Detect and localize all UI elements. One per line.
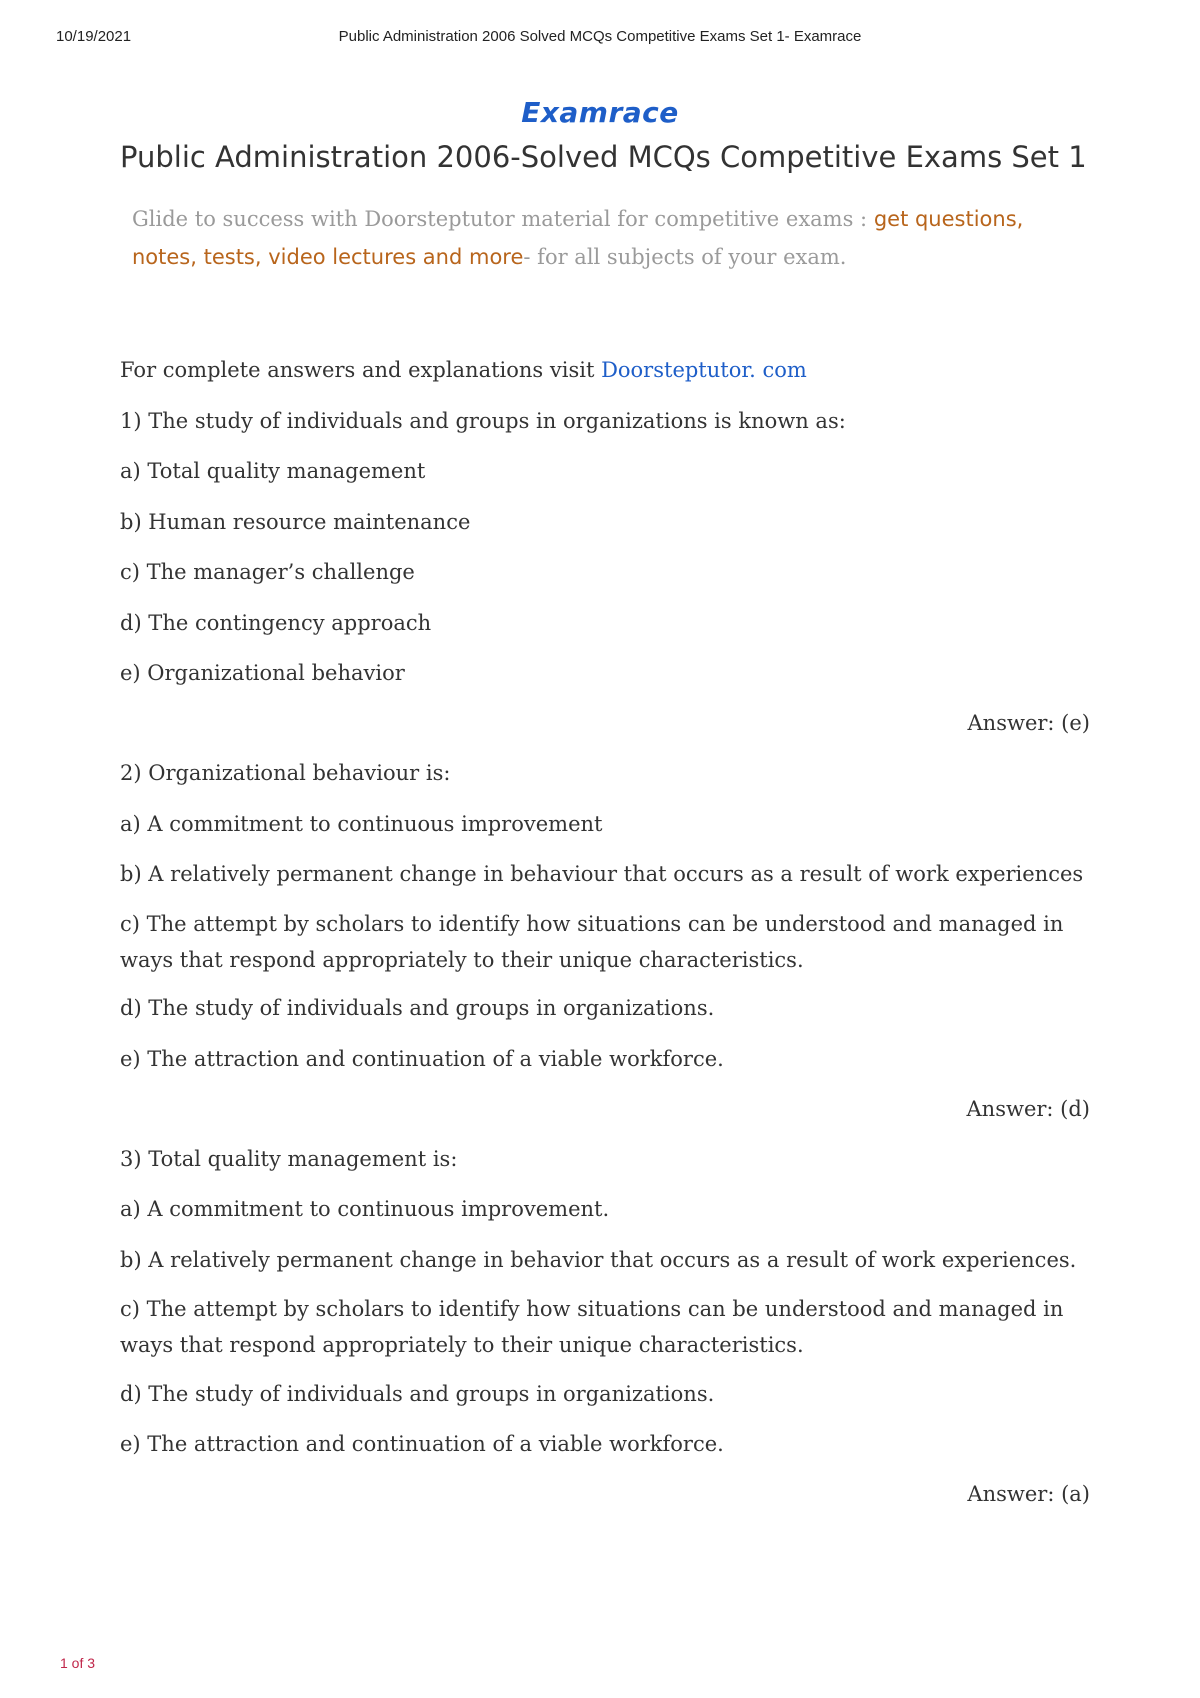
option-item: c) The manager’s challenge <box>120 560 415 584</box>
option-item: a) A commitment to continuous improvement <box>120 812 603 836</box>
promo-link[interactable]: get questions, notes, tests, video lectures and more <box>132 207 1024 269</box>
question-text: 2) Organizational behaviour is: <box>120 761 451 785</box>
answer-label: Answer: (e) <box>967 711 1090 735</box>
intro-line <box>120 351 1100 389</box>
site-logo[interactable]: Examrace <box>521 96 679 129</box>
question-text: 3) Total quality management is: <box>120 1147 458 1171</box>
answer-label: Answer: (d) <box>966 1097 1090 1121</box>
option-item: a) A commitment to continuous improvement. <box>120 1197 610 1221</box>
option-item: b) A relatively permanent change in behavior that occurs as a result of work experiences. <box>120 1248 1077 1272</box>
option-item: b) Human resource maintenance <box>120 510 471 534</box>
promo-banner <box>132 200 1052 276</box>
print-page-title: Public Administration 2006 Solved MCQs Competitive Exams Set 1- Examrace <box>338 28 862 45</box>
option-item: d) The study of individuals and groups in organizations. <box>120 996 715 1020</box>
option-item: e) The attraction and continuation of a viable workforce. <box>120 1047 724 1071</box>
promo-lead: Glide to success with Doorsteptutor material for competitive exams : <box>132 207 874 231</box>
option-item: e) Organizational behavior <box>120 661 405 685</box>
option-item: d) The contingency approach <box>120 611 432 635</box>
page-number: 1 of 3 <box>60 1655 96 1671</box>
print-header <box>56 28 1144 48</box>
option-item: a) Total quality management <box>120 459 426 483</box>
option-item: e) The attraction and continuation of a viable workforce. <box>120 1432 724 1456</box>
intro-text: For complete answers and explanations visit <box>120 358 602 382</box>
option-item: d) The study of individuals and groups in organizations. <box>120 1382 715 1406</box>
print-date: 10/19/2021 <box>56 28 132 45</box>
option-item: c) The attempt by scholars to identify how situations can be understood and managed in ways that respond appropriately to their unique characteristics. <box>120 1297 1064 1357</box>
doorsteptutor-link[interactable]: Doorsteptutor. com <box>601 358 807 382</box>
question-text: 1) The study of individuals and groups in organizations is known as: <box>120 409 846 433</box>
option-item: b) A relatively permanent change in behaviour that occurs as a result of work experiences <box>120 862 1084 886</box>
promo-tail: - for all subjects of your exam. <box>523 245 847 269</box>
answer-label: Answer: (a) <box>967 1482 1090 1506</box>
option-item: c) The attempt by scholars to identify how situations can be understood and managed in ways that respond appropriately to their unique characteristics. <box>120 912 1064 972</box>
page-title: Public Administration 2006-Solved MCQs Competitive Exams Set 1 <box>120 140 1087 174</box>
